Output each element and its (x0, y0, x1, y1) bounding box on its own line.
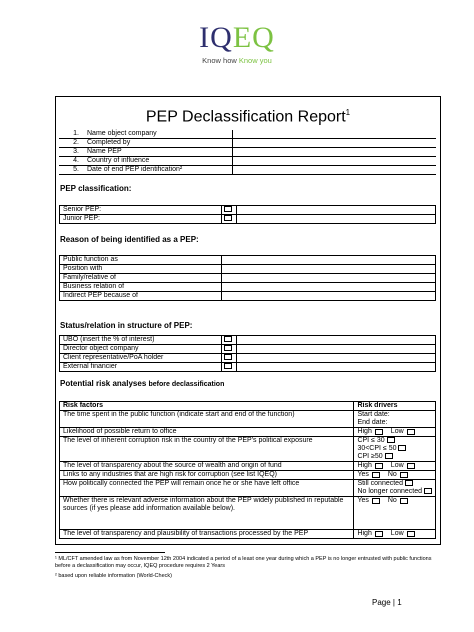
value-cell[interactable] (222, 274, 436, 283)
junior-pep-checkbox[interactable] (222, 215, 237, 224)
footnote-2: ² based upon reliable information (World-Check) (55, 573, 172, 579)
footnote-divider (55, 552, 165, 553)
end-date-label: End date: (357, 419, 388, 426)
field-label: Name object company (84, 130, 233, 138)
field-label: Date of end PEP identification² (84, 166, 233, 174)
row-label: Junior PEP: (60, 215, 222, 224)
risk-row (60, 471, 436, 480)
checkbox[interactable] (400, 498, 408, 504)
checkbox[interactable] (375, 429, 383, 435)
option-high[interactable]: High (357, 428, 382, 436)
header-fields (59, 130, 436, 175)
table-row (60, 215, 436, 224)
option-cpi-mid[interactable]: 30<CPI ≤ 50 (357, 445, 432, 453)
page-number: Page | 1 (372, 598, 402, 607)
risk-drivers (354, 530, 436, 539)
table-row (60, 283, 436, 292)
risk-factor: The level of transparency about the source of wealth and origin of fund (60, 462, 354, 471)
value-cell[interactable] (222, 256, 436, 265)
value-cell[interactable] (237, 354, 436, 363)
checkbox[interactable] (400, 472, 408, 478)
checkbox[interactable] (424, 488, 432, 494)
table-row (60, 345, 436, 354)
checkbox[interactable] (387, 437, 395, 443)
risk-row (60, 462, 436, 471)
field-label: Name PEP (84, 148, 233, 156)
table-row (60, 265, 436, 274)
risk-factor: Links to any industries that are high risk for corruption (see list IQEQ) (60, 471, 354, 480)
table-row (60, 274, 436, 283)
header-field-row[interactable] (59, 157, 436, 166)
reason-title: Reason of being identified as a PEP: (60, 235, 199, 244)
checkbox[interactable] (407, 531, 415, 537)
pep-classification-title: PEP classification: (60, 184, 132, 193)
value-cell[interactable] (222, 265, 436, 274)
table-row (60, 256, 436, 265)
option-low[interactable]: Low (391, 428, 415, 436)
logo-tagline (0, 56, 474, 66)
value-cell[interactable] (222, 283, 436, 292)
option-still-connected[interactable]: Still connected (357, 480, 432, 488)
option-low[interactable]: Low (391, 530, 415, 538)
header-field-row[interactable] (59, 139, 436, 148)
risk-drivers[interactable] (354, 411, 436, 428)
field-number: 2. (73, 139, 79, 146)
checkbox[interactable] (375, 463, 383, 469)
value-cell[interactable] (237, 215, 436, 224)
footnote-1: ¹ ML/CFT amended law as from November 12th 2004 indicated a period of a least one year during which a PEP is no longer entrusted with public functions before a declassification may occur, IQEQ procedure requires 2 Years (55, 556, 432, 569)
external-financier-checkbox[interactable] (222, 363, 237, 372)
field-label: Country of influence (84, 157, 233, 165)
senior-pep-checkbox[interactable] (222, 206, 237, 215)
director-checkbox[interactable] (222, 345, 237, 354)
checkbox[interactable] (398, 445, 406, 451)
value-cell[interactable] (222, 292, 436, 301)
risk-factor: How politically connected the PEP will remain once he or she have left office (60, 480, 354, 497)
risk-table (59, 401, 436, 539)
risk-drivers (354, 462, 436, 471)
option-no[interactable]: No (388, 471, 408, 479)
value-cell[interactable] (237, 345, 436, 354)
value-cell[interactable] (237, 336, 436, 345)
pep-classification-table (59, 205, 436, 224)
row-label: Client representative/PoA holder (60, 354, 222, 363)
risk-factor: The level of inherent corruption risk in the country of the PEP's political exposure (60, 437, 354, 462)
status-title: Status/relation in structure of PEP: (60, 321, 193, 330)
risk-factor: Likelihood of possible return to office (60, 428, 354, 437)
row-label: Position with (60, 265, 222, 274)
report-form (55, 96, 441, 545)
title-text: PEP Declassification Report (145, 108, 346, 126)
company-logo (0, 22, 474, 66)
col-risk-drivers: Risk drivers (354, 402, 436, 411)
row-label: Senior PEP: (60, 206, 222, 215)
logo-eq: EQ (232, 21, 275, 54)
table-row (60, 354, 436, 363)
risk-drivers (354, 471, 436, 480)
risk-row (60, 437, 436, 462)
field-number: 1. (73, 130, 79, 137)
status-table (59, 335, 436, 372)
risk-analyses-title (60, 379, 224, 388)
risk-factor: The level of transparency and plausibility of transactions processed by the PEP (60, 530, 354, 539)
option-no[interactable]: No (388, 497, 408, 505)
col-risk-factors: Risk factors (60, 402, 354, 411)
title-footnote-ref: 1 (345, 108, 351, 117)
checkbox[interactable] (407, 429, 415, 435)
checkbox[interactable] (407, 463, 415, 469)
option-high[interactable]: High (357, 462, 382, 470)
row-label: Business relation of (60, 283, 222, 292)
risk-drivers (354, 497, 436, 530)
logo-mark (0, 22, 474, 54)
risk-title-main: Potential risk analyses (60, 379, 147, 388)
footnotes (55, 556, 445, 583)
risk-drivers (354, 480, 436, 497)
risk-factor: Whether there is relevant adverse information about the PEP widely published in reputable sources (if yes please add information available below). (60, 497, 354, 530)
option-low[interactable]: Low (391, 462, 415, 470)
risk-drivers (354, 428, 436, 437)
risk-title-sub: before declassification (148, 381, 225, 388)
option-high[interactable]: High (357, 530, 382, 538)
option-yes[interactable]: Yes (357, 471, 379, 479)
checkbox[interactable] (405, 480, 413, 486)
field-number: 5. (73, 166, 79, 173)
row-label: External financier (60, 363, 222, 372)
checkbox[interactable] (372, 498, 380, 504)
risk-row (60, 497, 436, 530)
row-label: Public function as (60, 256, 222, 265)
value-cell[interactable] (237, 206, 436, 215)
option-no-longer-connected[interactable]: No longer connected (357, 488, 432, 496)
field-number: 3. (73, 148, 79, 155)
header-field-row[interactable] (59, 130, 436, 139)
risk-row (60, 480, 436, 497)
reason-table (59, 255, 436, 301)
row-label: Family/relative of (60, 274, 222, 283)
risk-drivers (354, 437, 436, 462)
checkbox[interactable] (385, 453, 393, 459)
checkbox[interactable] (375, 531, 383, 537)
tagline-know-how: Know how (202, 56, 237, 65)
option-cpi-low[interactable]: CPI ≤ 30 (357, 437, 432, 445)
start-date-label: Start date: (357, 411, 390, 418)
risk-row (60, 428, 436, 437)
tagline-know-you: Know you (238, 56, 272, 65)
field-label: Completed by (84, 139, 233, 147)
risk-factor: The time spent in the public function (indicate start and end of the function) (60, 411, 354, 428)
row-label: UBO (insert the % of interest) (60, 336, 222, 345)
table-row (60, 292, 436, 301)
logo-iq: IQ (199, 21, 233, 54)
row-label: Indirect PEP because of (60, 292, 222, 301)
risk-row (60, 530, 436, 539)
client-rep-checkbox[interactable] (222, 354, 237, 363)
ubo-checkbox[interactable] (222, 336, 237, 345)
option-yes[interactable]: Yes (357, 497, 379, 505)
value-cell[interactable] (237, 363, 436, 372)
report-title (56, 108, 440, 126)
table-row (60, 363, 436, 372)
header-field-row[interactable] (59, 148, 436, 157)
option-cpi-high[interactable]: CPI ≥50 (357, 453, 432, 461)
field-number: 4. (73, 157, 79, 164)
row-label: Director object company (60, 345, 222, 354)
header-field-row[interactable] (59, 166, 436, 175)
table-row (60, 206, 436, 215)
risk-row (60, 411, 436, 428)
risk-header-row (60, 402, 436, 411)
table-row (60, 336, 436, 345)
checkbox[interactable] (372, 472, 380, 478)
